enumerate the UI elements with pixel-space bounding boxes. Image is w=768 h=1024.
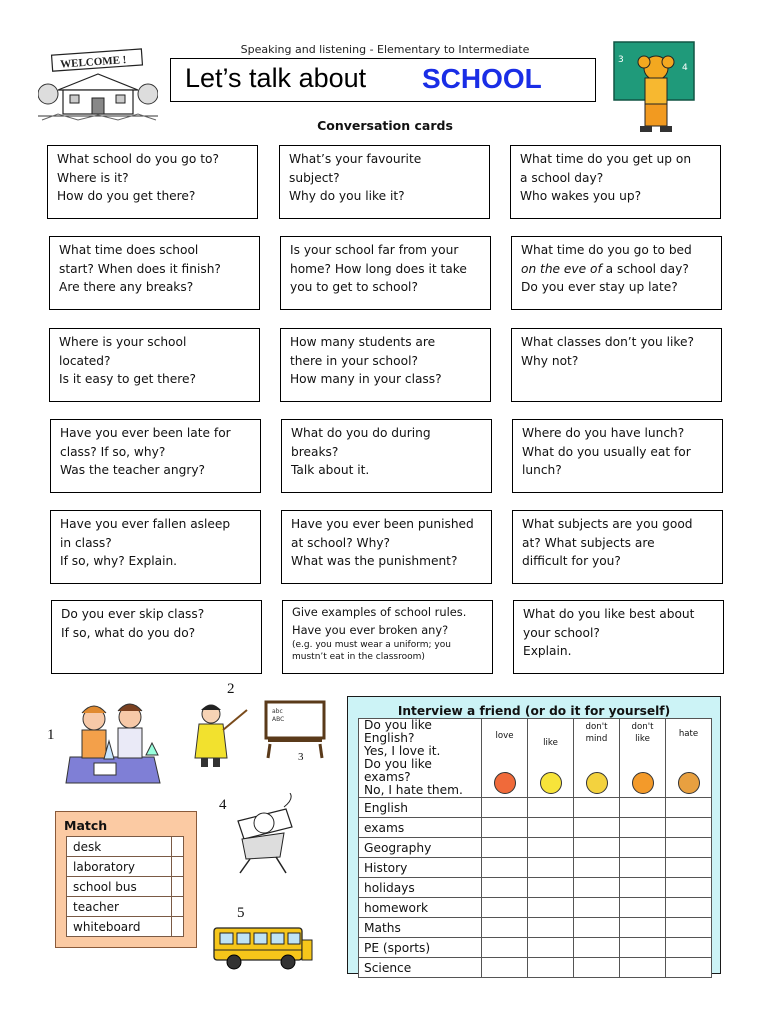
card-line: Is it easy to get there?	[59, 372, 196, 386]
angry-face-icon	[678, 772, 700, 794]
conversation-card	[511, 236, 722, 310]
card-line	[521, 260, 712, 279]
answer-cell[interactable]	[620, 798, 666, 818]
match-row	[67, 897, 184, 917]
interview-row	[359, 838, 712, 858]
card-line: Why not?	[521, 353, 579, 368]
answer-cell[interactable]	[620, 878, 666, 898]
conversation-card	[513, 600, 724, 674]
title-box	[170, 58, 596, 102]
page-title-emphasis: SCHOOL	[422, 63, 542, 94]
answer-cell[interactable]	[528, 958, 574, 978]
example-question-line: Yes, I love it.	[364, 744, 441, 758]
answer-cell[interactable]	[528, 798, 574, 818]
interview-topic: History	[359, 858, 482, 878]
conversation-card	[280, 328, 491, 402]
card-line: Talk about it.	[291, 463, 370, 477]
match-row	[67, 877, 184, 897]
card-line: What classes don’t you like?	[521, 335, 694, 349]
conversation-card	[512, 510, 723, 584]
card-line: Have you ever broken any?	[292, 622, 449, 637]
section-title: Conversation cards	[317, 118, 453, 133]
svg-text:3: 3	[618, 55, 624, 65]
interview-topic: holidays	[359, 878, 482, 898]
column-label: hate	[678, 729, 699, 739]
card-line: lunch?	[522, 463, 562, 477]
svg-text:4: 4	[682, 63, 688, 73]
interview-header-row	[359, 719, 712, 798]
card-line: Do you ever stay up late?	[521, 280, 678, 294]
match-title: Match	[64, 818, 108, 833]
card-line: Where is it?	[57, 170, 129, 185]
card-line: What was the punishment?	[291, 554, 458, 568]
column-label: like	[543, 738, 558, 748]
card-line: Have you ever been punished	[291, 517, 474, 531]
match-row	[67, 837, 184, 857]
student-desk-illustration	[228, 793, 298, 875]
conversation-card	[281, 419, 492, 493]
card-line: Explain.	[523, 644, 572, 658]
answer-cell[interactable]	[574, 938, 620, 958]
card-line: Where do you have lunch?	[522, 426, 685, 440]
answer-cell[interactable]	[482, 938, 528, 958]
answer-cell[interactable]	[482, 878, 528, 898]
card-line: How many students are	[290, 335, 436, 349]
answer-cell[interactable]	[620, 858, 666, 878]
answer-cell[interactable]	[666, 898, 712, 918]
column-like	[528, 719, 574, 798]
answer-cell[interactable]	[528, 878, 574, 898]
match-answer-cell[interactable]	[172, 857, 184, 877]
card-line: How many in your class?	[290, 372, 442, 386]
card-example-line: mustn’t eat in the classroom)	[292, 652, 425, 662]
interview-topic: Science	[359, 958, 482, 978]
answer-cell[interactable]	[666, 958, 712, 978]
interview-topic: Maths	[359, 918, 482, 938]
page-title: Let’s talk about	[185, 63, 367, 93]
interview-row	[359, 958, 712, 978]
card-line: subject?	[289, 170, 340, 185]
match-word: whiteboard	[67, 917, 172, 937]
answer-cell[interactable]	[666, 838, 712, 858]
conversation-card	[50, 510, 261, 584]
card-line: Are there any breaks?	[59, 280, 194, 294]
answer-cell[interactable]	[574, 818, 620, 838]
answer-cell[interactable]	[574, 898, 620, 918]
card-line: there in your school?	[290, 353, 418, 368]
column-label: don't like	[631, 722, 654, 744]
column-label: don't mind	[585, 722, 608, 744]
conversation-card	[282, 600, 493, 674]
conversation-card	[47, 145, 258, 219]
card-line: Is your school far from your	[290, 243, 459, 257]
card-line: What time does school	[59, 243, 199, 257]
column-hate	[666, 719, 712, 798]
conversation-card	[511, 328, 722, 402]
teacher-illustration	[193, 700, 249, 768]
interview-topic: PE (sports)	[359, 938, 482, 958]
card-line: breaks?	[291, 444, 339, 459]
example-question-line: Do you like English?	[364, 718, 432, 745]
answer-cell[interactable]	[666, 938, 712, 958]
picture-number: 1	[47, 727, 55, 743]
conversation-card	[49, 328, 260, 402]
interview-table	[358, 718, 712, 978]
card-line: at? What subjects are	[522, 535, 655, 550]
card-line: start? When does it finish?	[59, 261, 221, 276]
school-bus-illustration	[210, 922, 314, 972]
interview-row	[359, 938, 712, 958]
whiteboard-text: abc	[272, 708, 283, 715]
answer-cell[interactable]	[666, 858, 712, 878]
interview-row	[359, 798, 712, 818]
answer-cell[interactable]	[528, 838, 574, 858]
card-line: What subjects are you good	[522, 517, 693, 531]
student-at-blackboard-illustration	[612, 40, 697, 136]
card-line: What do you usually eat for	[522, 444, 691, 459]
card-line-rest: a school day?	[601, 261, 689, 276]
match-table	[66, 836, 184, 937]
picture-number: 2	[227, 681, 235, 697]
card-line: Why do you like it?	[289, 189, 405, 203]
conversation-card	[51, 600, 262, 674]
match-exercise	[55, 811, 197, 948]
answer-cell[interactable]	[620, 898, 666, 918]
match-row	[67, 857, 184, 877]
answer-cell[interactable]	[666, 878, 712, 898]
sad-face-icon	[632, 772, 654, 794]
card-line: located?	[59, 353, 111, 368]
answer-cell[interactable]	[620, 938, 666, 958]
column-dont-mind	[574, 719, 620, 798]
match-answer-cell[interactable]	[172, 917, 184, 937]
card-line: difficult for you?	[522, 554, 621, 568]
whiteboard-illustration	[264, 700, 326, 760]
card-line: a school day?	[520, 170, 604, 185]
example-question-line: No, I hate them.	[364, 783, 463, 797]
card-line: Give examples of school rules.	[292, 605, 467, 619]
answer-cell[interactable]	[666, 918, 712, 938]
conversation-card	[50, 419, 261, 493]
match-answer-cell[interactable]	[172, 897, 184, 917]
match-row	[67, 917, 184, 937]
welcome-school-illustration	[38, 44, 158, 122]
conversation-card	[49, 236, 260, 310]
card-line: Where is your school	[59, 335, 187, 349]
interview-row	[359, 878, 712, 898]
answer-cell[interactable]	[620, 918, 666, 938]
answer-cell[interactable]	[528, 858, 574, 878]
conversation-card	[510, 145, 721, 219]
card-line: What school do you go to?	[57, 152, 219, 166]
interview-row	[359, 818, 712, 838]
welcome-sign-text: WELCOME !	[59, 54, 127, 71]
match-word: teacher	[67, 897, 172, 917]
interview-topic: English	[359, 798, 482, 818]
example-questions	[359, 719, 482, 798]
whiteboard-text: ABC	[272, 716, 285, 723]
interview-topic: Geography	[359, 838, 482, 858]
card-line: Do you ever skip class?	[61, 607, 205, 621]
answer-cell[interactable]	[482, 958, 528, 978]
answer-cell[interactable]	[482, 918, 528, 938]
answer-cell[interactable]	[574, 858, 620, 878]
card-line: Was the teacher angry?	[60, 463, 206, 477]
card-line: What do you do during	[291, 426, 431, 440]
card-line: Have you ever been late for	[60, 426, 231, 440]
answer-cell[interactable]	[574, 838, 620, 858]
card-line: home? How long does it take	[290, 261, 467, 276]
match-word: school bus	[67, 877, 172, 897]
page-subtitle: Speaking and listening - Elementary to Intermediate	[240, 43, 530, 56]
interview-row	[359, 918, 712, 938]
card-example-line: (e.g. you must wear a uniform; you	[292, 640, 451, 650]
match-answer-cell[interactable]	[172, 837, 184, 857]
column-dont-like	[620, 719, 666, 798]
interview-row	[359, 898, 712, 918]
answer-cell[interactable]	[620, 838, 666, 858]
card-line: If so, why? Explain.	[60, 554, 178, 568]
laboratory-illustration	[64, 697, 164, 785]
answer-cell[interactable]	[666, 818, 712, 838]
card-line: at school? Why?	[291, 535, 390, 550]
neutral-face-icon	[586, 772, 608, 794]
picture-number: 3	[298, 751, 304, 763]
smiley-face-icon	[540, 772, 562, 794]
card-line: What time do you get up on	[520, 152, 692, 166]
conversation-card	[279, 145, 490, 219]
answer-cell[interactable]	[482, 898, 528, 918]
answer-cell[interactable]	[574, 878, 620, 898]
conversation-card	[512, 419, 723, 493]
conversation-card	[281, 510, 492, 584]
answer-cell[interactable]	[574, 918, 620, 938]
answer-cell[interactable]	[528, 918, 574, 938]
match-word: laboratory	[67, 857, 172, 877]
card-line: you to get to school?	[290, 280, 418, 294]
picture-number: 4	[219, 797, 227, 813]
match-word: desk	[67, 837, 172, 857]
card-italic-phrase: on the eve of	[521, 261, 602, 276]
answer-cell[interactable]	[666, 798, 712, 818]
answer-cell[interactable]	[482, 818, 528, 838]
card-line: Who wakes you up?	[520, 189, 642, 203]
interview-topic: homework	[359, 898, 482, 918]
interview-row	[359, 858, 712, 878]
card-line: class? If so, why?	[60, 444, 166, 459]
answer-cell[interactable]	[620, 958, 666, 978]
card-line: Have you ever fallen asleep	[60, 517, 231, 531]
card-line: How do you get there?	[57, 189, 196, 203]
interview-title: Interview a friend (or do it for yourself)	[397, 704, 671, 718]
conversation-card	[280, 236, 491, 310]
answer-cell[interactable]	[528, 938, 574, 958]
picture-number: 5	[237, 905, 245, 921]
column-love	[482, 719, 528, 798]
interview-exercise	[347, 696, 721, 974]
answer-cell[interactable]	[528, 818, 574, 838]
love-face-icon	[494, 772, 516, 794]
interview-topic: exams	[359, 818, 482, 838]
card-line: in class?	[60, 535, 112, 550]
column-label: love	[495, 731, 514, 741]
card-line: What do you like best about	[523, 607, 695, 621]
answer-cell[interactable]	[528, 898, 574, 918]
answer-cell[interactable]	[574, 958, 620, 978]
match-answer-cell[interactable]	[172, 877, 184, 897]
answer-cell[interactable]	[482, 798, 528, 818]
answer-cell[interactable]	[574, 798, 620, 818]
card-line: If so, what do you do?	[61, 625, 196, 640]
answer-cell[interactable]	[482, 858, 528, 878]
answer-cell[interactable]	[482, 838, 528, 858]
answer-cell[interactable]	[620, 818, 666, 838]
example-question-line: Do you like exams?	[364, 757, 432, 784]
card-line: What’s your favourite	[289, 152, 422, 166]
card-line: What time do you go to bed	[521, 243, 692, 257]
card-line: your school?	[523, 625, 600, 640]
